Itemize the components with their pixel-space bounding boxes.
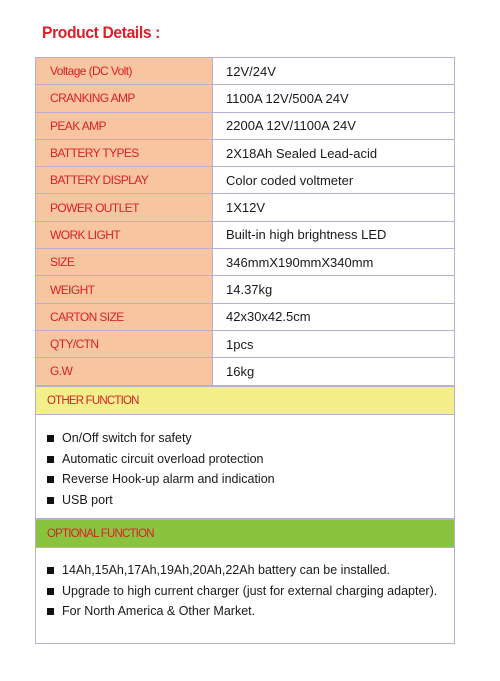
- spec-value: 1100A 12V/500A 24V: [213, 85, 455, 112]
- spec-label: CRANKING AMP: [36, 85, 213, 112]
- spec-label: WORK LIGHT: [36, 221, 213, 248]
- spec-row: [36, 358, 455, 385]
- spec-value: 2X18Ah Sealed Lead-acid: [213, 139, 455, 166]
- spec-value: 1X12V: [213, 194, 455, 221]
- spec-row: [36, 139, 455, 166]
- spec-label: G.W: [36, 358, 213, 385]
- list-item: [47, 581, 437, 602]
- optional-function-heading: OPTIONAL FUNCTION: [35, 519, 455, 548]
- list-item: [47, 601, 437, 622]
- other-function-panel: [35, 415, 455, 519]
- spec-value: 16kg: [213, 358, 455, 385]
- spec-row: [36, 303, 455, 330]
- spec-label: SIZE: [36, 249, 213, 276]
- square-bullet-icon: [47, 497, 54, 504]
- spec-row: [36, 276, 455, 303]
- list-item: [47, 490, 275, 511]
- spec-label: CARTON SIZE: [36, 303, 213, 330]
- spec-label: Voltage (DC Volt): [36, 58, 213, 85]
- spec-label: BATTERY DISPLAY: [36, 167, 213, 194]
- list-item-text: Reverse Hook-up alarm and indication: [62, 472, 275, 486]
- spec-row: [36, 85, 455, 112]
- page-title: Product Details :: [42, 23, 161, 42]
- spec-row: [36, 58, 455, 85]
- square-bullet-icon: [47, 456, 54, 463]
- spec-table: [35, 57, 455, 386]
- square-bullet-icon: [47, 608, 54, 615]
- spec-row: [36, 330, 455, 357]
- spec-value: 1pcs: [213, 330, 455, 357]
- optional-function-panel: [35, 548, 455, 644]
- other-function-heading: OTHER FUNCTION: [35, 386, 455, 415]
- square-bullet-icon: [47, 588, 54, 595]
- spec-label: QTY/CTN: [36, 330, 213, 357]
- square-bullet-icon: [47, 567, 54, 574]
- spec-row: [36, 167, 455, 194]
- square-bullet-icon: [47, 476, 54, 483]
- spec-row: [36, 194, 455, 221]
- spec-label: BATTERY TYPES: [36, 139, 213, 166]
- spec-row: [36, 112, 455, 139]
- spec-value: 346mmX190mmX340mm: [213, 249, 455, 276]
- spec-value: Color coded voltmeter: [213, 167, 455, 194]
- list-item-text: On/Off switch for safety: [62, 431, 192, 445]
- square-bullet-icon: [47, 435, 54, 442]
- list-item-text: 14Ah,15Ah,17Ah,19Ah,20Ah,22Ah battery can be installed.: [62, 563, 391, 577]
- list-item-text: Automatic circuit overload protection: [62, 451, 264, 466]
- list-item-text: Upgrade to high current charger (just for external charging adapter).: [62, 583, 438, 598]
- spec-value: Built-in high brightness LED: [213, 221, 455, 248]
- optional-function-list: [47, 560, 437, 622]
- spec-label: WEIGHT: [36, 276, 213, 303]
- other-function-list: [47, 428, 275, 510]
- spec-label: POWER OUTLET: [36, 194, 213, 221]
- list-item: [47, 560, 437, 581]
- list-item: [47, 449, 275, 470]
- spec-row: [36, 249, 455, 276]
- spec-label: PEAK AMP: [36, 112, 213, 139]
- spec-value: 14.37kg: [213, 276, 455, 303]
- spec-value: 2200A 12V/1100A 24V: [213, 112, 455, 139]
- spec-value: 12V/24V: [213, 58, 455, 85]
- list-item-text: USB port: [62, 492, 113, 507]
- list-item-text: For North America & Other Market.: [62, 604, 256, 618]
- list-item: [47, 469, 275, 490]
- spec-value: 42x30x42.5cm: [213, 303, 455, 330]
- spec-row: [36, 221, 455, 248]
- list-item: [47, 428, 275, 449]
